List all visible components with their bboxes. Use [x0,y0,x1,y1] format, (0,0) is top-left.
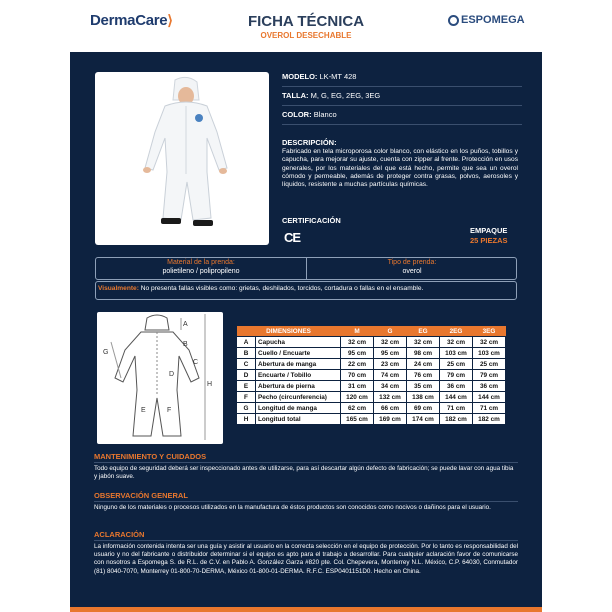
dimensions-header-row [237,326,506,337]
dimension-name: Cuello / Encuarte [256,348,341,359]
dimension-value: 169 cm [374,414,407,425]
material-label: Material de la prenda: [167,259,235,266]
table-row [237,392,506,403]
dimension-name: Encuarte / Tobillo [256,370,341,381]
diagram-letter-a: A [183,321,188,328]
certification-label: CERTIFICACIÓN [282,216,341,225]
dimensions-body [237,337,506,425]
dimension-value: 76 cm [407,370,440,381]
section-divider [94,540,518,541]
dimension-value: 144 cm [473,392,506,403]
table-row [237,381,506,392]
garment-type-label: Tipo de prenda: [387,259,437,266]
datasheet-page [70,0,542,612]
size-header: 3EG [473,326,506,337]
observation-text: Ninguno de los materiales o procesos utilizados en la manufactura de éstos productos son conocidos como nocivos o dañinos para el usuario. [94,504,491,511]
espomega-logo: ESPOMEGA [448,14,525,26]
dimension-letter: B [237,348,256,359]
dimension-value: 95 cm [374,348,407,359]
dimension-value: 71 cm [473,403,506,414]
dimension-value: 138 cm [407,392,440,403]
dimension-value: 103 cm [473,348,506,359]
diagram-letter-f: F [167,407,172,414]
dimension-value: 98 cm [407,348,440,359]
dimension-value: 32 cm [341,337,374,348]
dimension-value: 182 cm [473,414,506,425]
dimension-value: 32 cm [374,337,407,348]
page-title: FICHA TÉCNICA [247,13,365,30]
visual-inspection: Visualmente: No presenta fallas visibles como: grietas, deshilados, torcidos, cortadura o fallas en el ensamble. [98,285,424,292]
material-value: polietileno / polipropileno [162,268,240,275]
dimension-name: Abertura de pierna [256,381,341,392]
dimension-letter: G [237,403,256,414]
dimension-letter: A [237,337,256,348]
product-photo [95,72,269,245]
dimension-value: 25 cm [440,359,473,370]
color-row: COLOR: Blanco [282,106,522,125]
dimension-value: 95 cm [341,348,374,359]
diagram-letter-h: H [207,381,213,388]
dimension-value: 79 cm [440,370,473,381]
dimension-name: Longitud total [256,414,341,425]
dimension-value: 120 cm [341,392,374,403]
dimension-value: 69 cm [407,403,440,414]
size-header: EG [407,326,440,337]
product-properties [282,68,522,125]
dermacare-logo: DermaCare⟩ [90,12,173,29]
espomega-circle-icon [448,15,459,26]
table-row [237,370,506,381]
dimension-value: 22 cm [341,359,374,370]
diagram-letter-b: B [183,341,188,348]
coverall-outline-icon [97,312,223,444]
dimension-value: 103 cm [440,348,473,359]
description-label: DESCRIPCIÓN: [282,138,337,147]
size-header: 2EG [440,326,473,337]
section-divider [94,501,518,502]
dimension-value: 71 cm [440,403,473,414]
dimension-value: 174 cm [407,414,440,425]
packaging-label: EMPAQUE [470,226,508,235]
dimensions-header: DIMENSIONES [237,326,341,337]
dimension-value: 182 cm [440,414,473,425]
dimension-letter: F [237,392,256,403]
description-text: Fabricado en tela microporosa color blanco, con elástico en los puños, tobillos y capucha, para mejorar su ajuste, cuenta con zipper al frente. Protección en usos generales, por los materiales del que está hecho, permite que sea un overol cómodo y permeable, además de proteger contra grasas, polvos, aerosoles y líquidos, resistente a muchas partículas químicas. [282,148,518,189]
dimension-value: 79 cm [473,370,506,381]
diagram-letter-g: G [103,349,109,356]
dimension-value: 144 cm [440,392,473,403]
dimension-value: 32 cm [473,337,506,348]
dimension-letter: C [237,359,256,370]
table-row [237,414,506,425]
diagram-letter-c: C [193,359,199,366]
page-subtitle: OVEROL DESECHABLE [260,31,352,40]
dimension-value: 32 cm [440,337,473,348]
table-row [237,359,506,370]
clarification-title: ACLARACIÓN [94,530,145,539]
dimension-value: 23 cm [374,359,407,370]
clarification-text: La información contenida intenta ser una guía y asistir al usuario en la correcta selección en el equipo de protección. Por lo tanto es responsabilidad del usuario y no del fabricante o distribuidor determinar si el equipo es apto para el trabajo a desarrollar. Para cualquier aclaración favor de comunicarse con nosotros a Espomega S. de R.L. de C.V. en Pablo A. González Garza #820 pte. Col. Chepevera, Monterrey N.L. México, C.P. 64030, Conmutador (81) 8040-7070, Monterrey 01-800-70-DERMA, México 01-800-01-DERMA. R.F.C. ESP0401151D0. Hecho en China. [94,543,518,575]
diagram-letter-d: D [169,371,175,378]
size-row: TALLA: M, G, EG, 2EG, 3EG [282,87,522,106]
section-divider [94,462,518,463]
table-row [237,403,506,414]
dimension-value: 36 cm [473,381,506,392]
dimension-value: 165 cm [341,414,374,425]
dimension-value: 62 cm [341,403,374,414]
coverall-worker-image [95,72,269,245]
dimension-letter: D [237,370,256,381]
dimension-value: 31 cm [341,381,374,392]
dimension-name: Capucha [256,337,341,348]
dimension-value: 25 cm [473,359,506,370]
dimension-value: 70 cm [341,370,374,381]
diagram-letter-e: E [141,407,146,414]
size-diagram [97,312,223,444]
dimension-value: 32 cm [407,337,440,348]
header [70,0,542,52]
maintenance-title: MANTENIMIENTO Y CUIDADOS [94,452,207,461]
table-row [237,348,506,359]
dimension-value: 24 cm [407,359,440,370]
dimension-value: 132 cm [374,392,407,403]
ce-mark-icon: CE [284,230,301,245]
dimension-letter: H [237,414,256,425]
dimension-letter: E [237,381,256,392]
maintenance-text: Todo equipo de seguridad deberá ser inspeccionado antes de utilizarse, para así descartar algún defecto de fabricación; se puede lavar con agua tibia y jabón suave. [94,465,514,481]
observation-title: OBSERVACIÓN GENERAL [94,491,188,500]
model-row: MODELO: LK-MT 428 [282,68,522,87]
dimension-value: 35 cm [407,381,440,392]
dimension-name: Longitud de manga [256,403,341,414]
dimension-name: Abertura de manga [256,359,341,370]
dimension-value: 74 cm [374,370,407,381]
garment-type-value: overol [402,268,422,275]
dimension-value: 34 cm [374,381,407,392]
dimension-name: Pecho (circunferencia) [256,392,341,403]
size-header: G [374,326,407,337]
dimension-value: 66 cm [374,403,407,414]
table-row [237,337,506,348]
size-header: M [341,326,374,337]
swoosh-icon: ⟩ [167,12,173,28]
dimension-value: 36 cm [440,381,473,392]
packaging-value: 25 PIEZAS [470,236,508,245]
bottom-accent-bar [70,607,542,612]
dimensions-table [236,326,506,425]
